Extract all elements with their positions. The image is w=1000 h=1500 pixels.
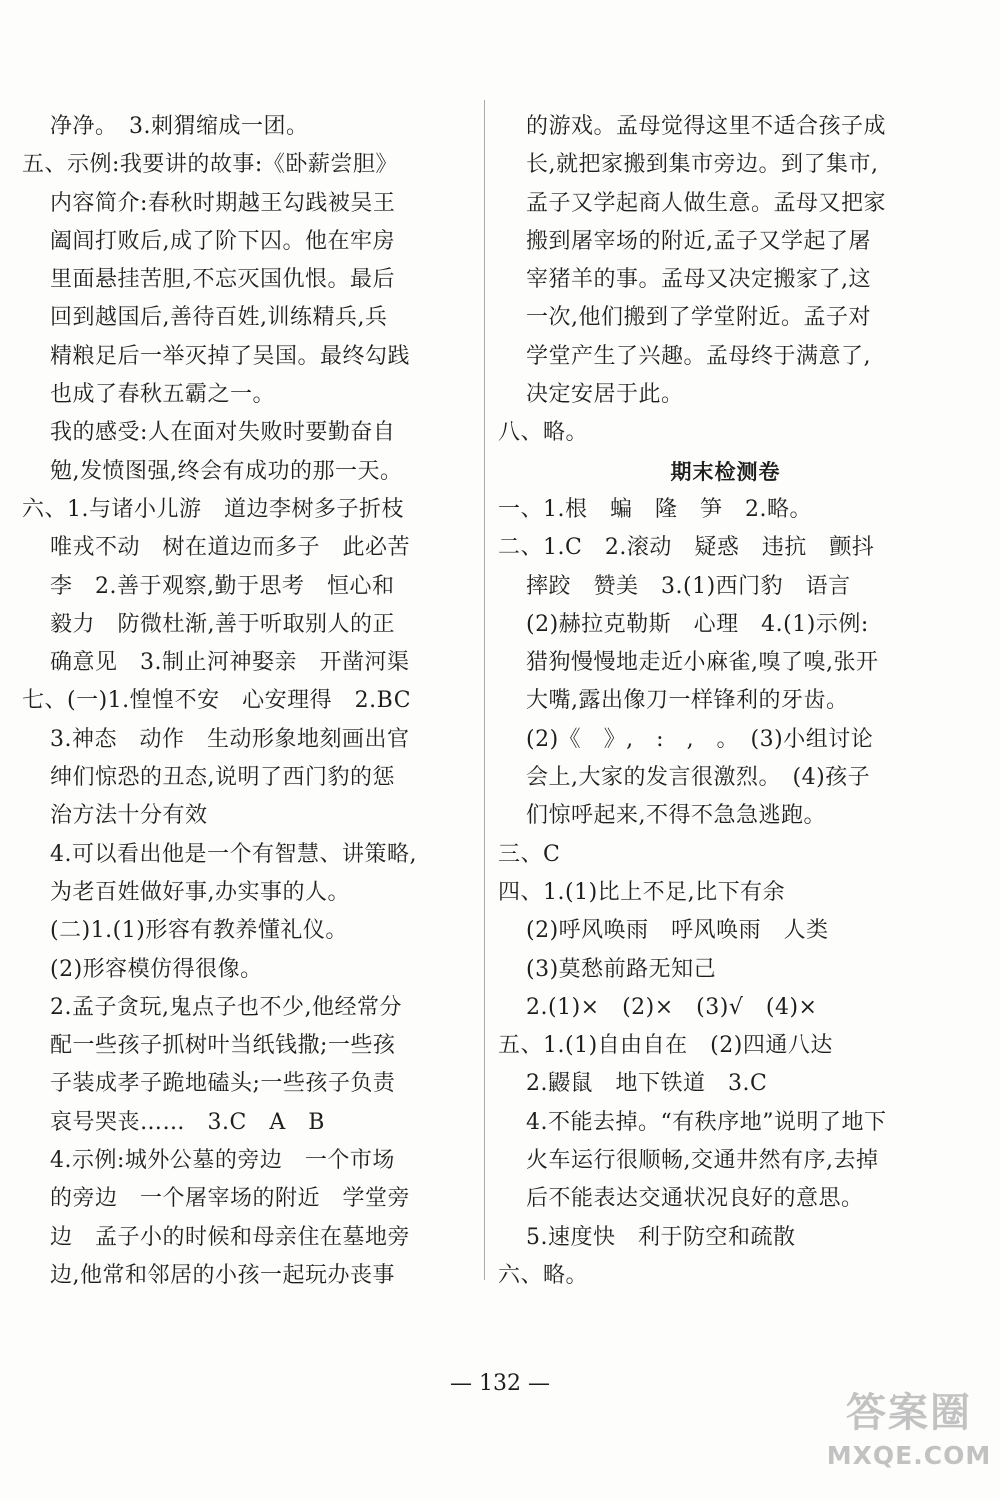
answer-line: 也成了春秋五霸之一。 — [50, 382, 276, 408]
answer-line: 治方法十分有效 — [50, 803, 208, 829]
answer-line: 2.(1)× (2)× (3)√ (4)× — [526, 994, 818, 1020]
answer-line: (2)形容模仿得很像。 — [50, 956, 263, 982]
answer-line: 阖闾打败后,成了阶下囚。他在牢房 — [50, 228, 395, 254]
section-heading: 二、1.C 2.滚动 疑惑 违抗 颤抖 — [498, 535, 875, 561]
watermark-logo — [824, 1387, 994, 1492]
answer-line: 5.速度快 利于防空和疏散 — [526, 1224, 796, 1250]
answer-line: 们惊呼起来,不得不急急逃跑。 — [526, 803, 826, 829]
answer-line: 哀号哭丧…… 3.C A B — [50, 1109, 325, 1135]
answer-line: 边,他常和邻居的小孩一起玩办丧事 — [50, 1262, 395, 1288]
answer-line: 4.不能去掉。“有秩序地”说明了地下 — [526, 1109, 887, 1135]
answer-line: 火车运行很顺畅,交通井然有序,去掉 — [526, 1148, 879, 1174]
watermark-url: MXQE.COM — [826, 1441, 992, 1470]
answer-line: 4.示例:城外公墓的旁边 一个市场 — [50, 1148, 395, 1174]
answer-line: (3)莫愁前路无知己 — [526, 956, 717, 982]
answer-line: 3.神态 动作 生动形象地刻画出官 — [50, 726, 410, 752]
page-number: — 132 — — [450, 1371, 550, 1396]
section-heading: 一、1.根 蝙 隆 笋 2.略。 — [498, 496, 812, 522]
answer-line: 唯戎不动 树在道边而多子 此必苦 — [50, 535, 411, 561]
answer-line: 长,就把家搬到集市旁边。到了集市, — [526, 152, 879, 178]
answer-line: (2)《 》, : , 。 (3)小组讨论 — [526, 726, 874, 752]
answer-line: 精粮足后一举灭掉了吴国。最终勾践 — [50, 343, 411, 369]
section-heading: 六、1.与诸小儿游 道边李树多子折枝 — [22, 496, 404, 522]
answer-line: 子装成孝子跪地磕头;一些孩子负责 — [50, 1071, 396, 1097]
answer-line: 摔跤 赞美 3.(1)西门豹 语言 — [526, 573, 851, 599]
answer-line: 勉,发愤图强,终会有成功的那一天。 — [50, 458, 403, 484]
section-heading: 五、示例:我要讲的故事:《卧薪尝胆》 — [22, 152, 398, 178]
answer-line: 孟子又学起商人做生意。孟母又把家 — [526, 190, 887, 216]
answer-line: 学堂产生了兴趣。孟母终于满意了, — [526, 343, 871, 369]
watermark-title: 答案圈 — [846, 1390, 972, 1436]
answer-line: 大嘴,露出像刀一样锋利的牙齿。 — [526, 688, 849, 714]
right-column — [498, 108, 953, 1295]
section-heading: 八、略。 — [498, 420, 589, 446]
answer-line: 净净。 3.刺猬缩成一团。 — [50, 114, 309, 139]
answer-line: 2.孟子贪玩,鬼点子也不少,他经常分 — [50, 994, 402, 1020]
answer-line: 的旁边 一个屠宰场的附近 学堂旁 — [50, 1186, 411, 1212]
answer-line: 后不能表达交通状况良好的意思。 — [526, 1186, 864, 1212]
section-heading: 三、C — [498, 841, 561, 867]
answer-line: 确意见 3.制止河神娶亲 开凿河渠 — [50, 650, 410, 676]
answer-line: 绅们惊恐的丑态,说明了西门豹的惩 — [50, 765, 395, 791]
answer-line: 会上,大家的发言很激烈。 (4)孩子 — [526, 765, 871, 791]
answer-line: 边 孟子小的时候和母亲住在墓地旁 — [50, 1224, 411, 1250]
answer-line: 一次,他们搬到了学堂附近。孟子对 — [526, 305, 871, 331]
answer-line: 搬到屠宰场的附近,孟子又学起了屠 — [526, 228, 871, 254]
answer-line: (二)1.(1)形容有教养懂礼仪。 — [50, 918, 348, 944]
answer-line: 里面悬挂苦胆,不忘灭国仇恨。最后 — [50, 267, 395, 293]
answer-line: (2)呼风唤雨 呼风唤雨 人类 — [526, 918, 829, 944]
answer-line: 决定安居于此。 — [526, 382, 684, 408]
section-heading: 五、1.(1)自由自在 (2)四通八达 — [498, 1033, 833, 1059]
section-heading: 六、略。 — [498, 1262, 589, 1288]
answer-line: 的游戏。孟母觉得这里不适合孩子成 — [526, 114, 887, 139]
answer-line: 2.鼹鼠 地下铁道 3.C — [526, 1071, 768, 1097]
section-heading: 七、(一)1.惶惶不安 心安理得 2.BC — [22, 688, 412, 714]
section-heading: 四、1.(1)比上不足,比下有余 — [498, 879, 786, 905]
answer-line: 配一些孩子抓树叶当纸钱撒;一些孩 — [50, 1033, 396, 1059]
answer-line: 猎狗慢慢地走近小麻雀,嗅了嗅,张开 — [526, 650, 879, 676]
answer-line: 内容简介:春秋时期越王勾践被吴王 — [50, 190, 396, 216]
answer-line: 我的感受:人在面对失败时要勤奋自 — [50, 420, 396, 446]
answer-line: 李 2.善于观察,勤于思考 恒心和 — [50, 573, 395, 599]
answer-line: (2)赫拉克勒斯 心理 4.(1)示例: — [526, 611, 869, 637]
answer-line: 毅力 防微杜渐,善于听取别人的正 — [50, 611, 395, 637]
answer-line: 宰猪羊的事。孟母又决定搬家了,这 — [526, 267, 871, 293]
left-column — [22, 108, 477, 1295]
answer-line: 4.可以看出他是一个有智慧、讲策略, — [50, 841, 417, 867]
exam-section-title: 期末检测卷 — [670, 459, 781, 484]
answer-line: 回到越国后,善待百姓,训练精兵,兵 — [50, 305, 388, 331]
column-divider — [484, 100, 485, 1280]
answer-line: 为老百姓做好事,办实事的人。 — [50, 879, 350, 905]
